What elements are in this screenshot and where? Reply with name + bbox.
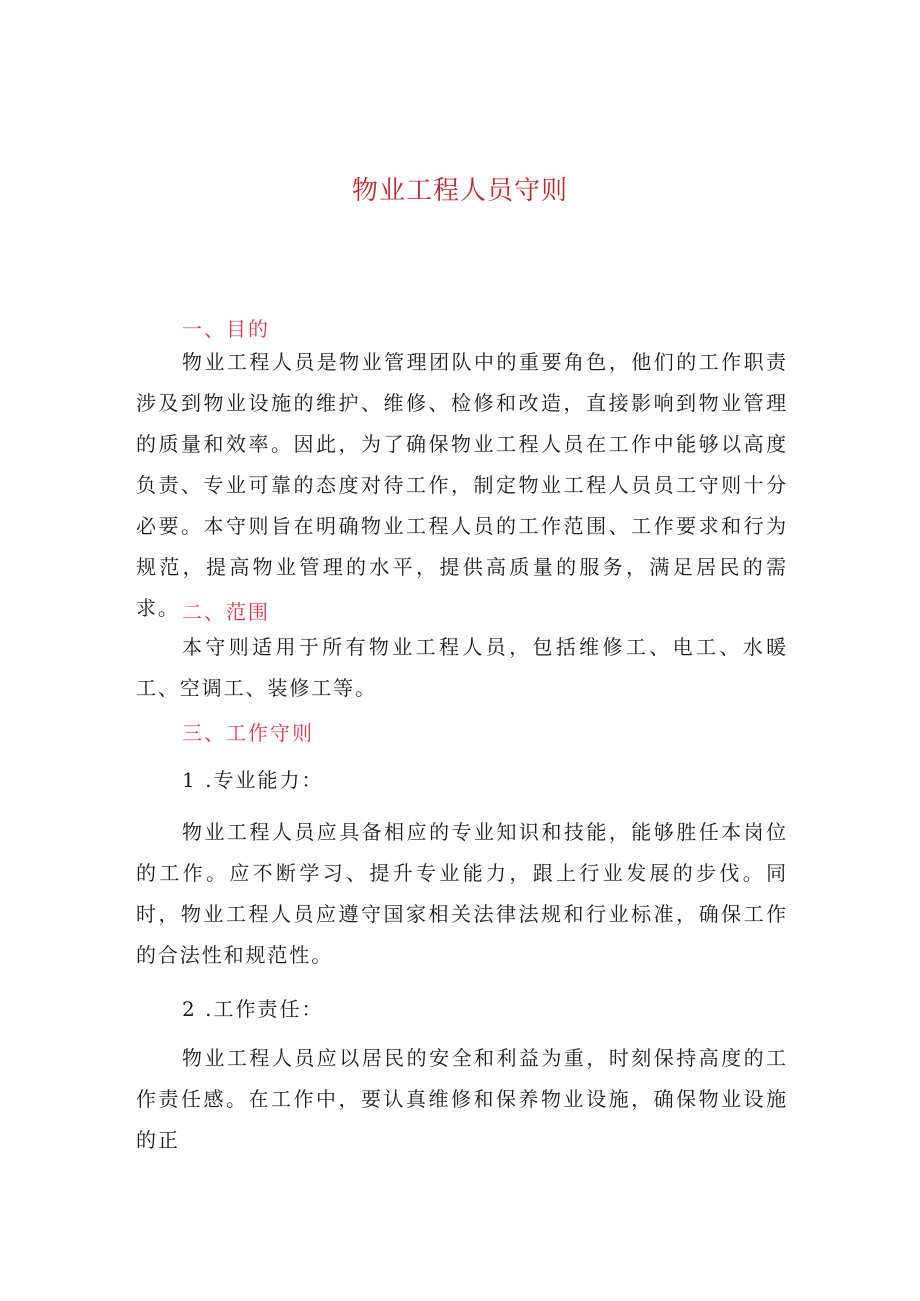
section-paragraph-scope: 本守则适用于所有物业工程人员，包括维修工、电工、水暖工、空调工、装修工等。 xyxy=(136,635,788,700)
rule-paragraph-professional-ability: 物业工程人员应具备相应的专业知识和技能，能够胜任本岗位的工作。应不断学习、提升专业能力，跟上行业发展的步伐。同时，物业工程人员应遵守国家相关法律法规和行业标准，确保工作的合法性和规范性。 xyxy=(136,820,788,967)
rule-paragraph-work-responsibility: 物业工程人员应以居民的安全和利益为重，时刻保持高度的工作责任感。在工作中，要认真维修和保养物业设施，确保物业设施的正 xyxy=(136,1046,788,1152)
rule-label-work-responsibility: 2 .工作责任： xyxy=(182,997,324,1021)
rule-label-professional-ability: 1 .专业能力： xyxy=(182,768,324,792)
section-heading-purpose: 一、目的 xyxy=(182,317,270,341)
section-paragraph-purpose: 物业工程人员是物业管理团队中的重要角色，他们的工作职责涉及到物业设施的维护、维修、检修和改造，直接影响到物业管理的质量和效率。因此，为了确保物业工程人员在工作中能够以高度负责、专业可靠的态度对待工作，制定物业工程人员员工守则十分必要。本守则旨在明确物业工程人员的工作范围、工作要求和行为规范，提高物业管理的水平，提供高质量的服务，满足居民的需求。 xyxy=(136,350,788,620)
document-title: 物业工程人员守则 xyxy=(351,176,568,206)
section-heading-rules: 三、工作守则 xyxy=(182,721,314,745)
section-heading-scope: 二、范围 xyxy=(182,600,270,624)
